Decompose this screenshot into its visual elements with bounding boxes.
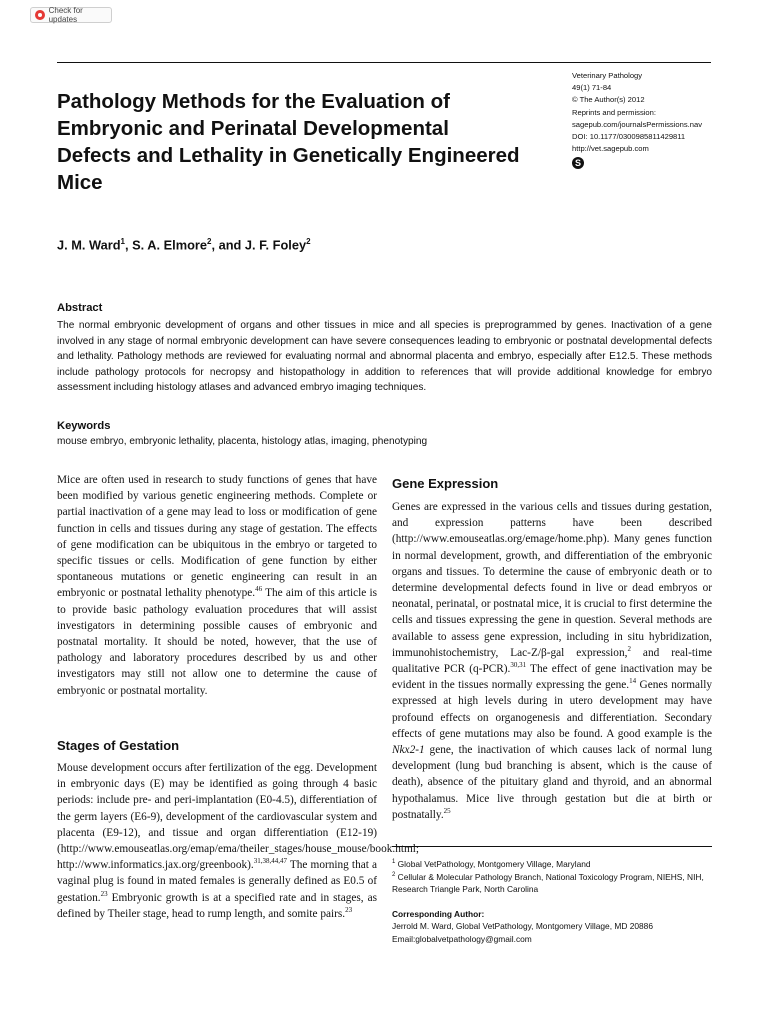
- header-rule: [57, 62, 711, 63]
- check-for-updates-badge[interactable]: [30, 7, 112, 23]
- corresponding-author-block: [392, 908, 712, 945]
- sage-logo-icon: S: [572, 157, 584, 169]
- keywords-heading: Keywords: [57, 420, 111, 432]
- corresponding-author-email[interactable]: Email:globalvetpathology@gmail.com: [392, 933, 532, 944]
- author-list: [57, 237, 311, 252]
- stages-text-2: The morning that a vaginal plug is found in mated females is generally defined as E0.5 of gestation.: [57, 859, 377, 904]
- intro-paragraph: [57, 472, 377, 699]
- author-separator: ,: [124, 237, 133, 253]
- journal-reprints: Reprints and permission:: [572, 107, 656, 117]
- citation-ref: 23: [345, 906, 353, 915]
- article-title: Pathology Methods for the Evaluation of Embryonic and Perinatal Developmental Defects and Lethality in Genetically Engineered Mice: [57, 90, 520, 194]
- gene-text-4: Genes normally expressed at high levels during in utero development may have profound effects on organogenesis and differentiation. Secondary effects of gene mutations may also be found. A good example is the: [392, 679, 712, 740]
- intro-text-2: The aim of this article is to provide basic pathology evaluation procedures that will assist investigators in determining possible causes of embryonic and postnatal mortality. It should be noted, however, that the use of pathology and laboratory procedures described by us and other investigators may still not allow one to determine the cause of embryonic or postnatal mortality.: [57, 587, 378, 697]
- journal-copyright: © The Author(s) 2012: [572, 95, 645, 105]
- affiliation-footnote-2: [392, 869, 712, 896]
- corresponding-author-heading: Corresponding Author:: [392, 909, 485, 919]
- citation-ref: 46: [255, 585, 263, 594]
- gene-text-2: and real-time qualitative PCR (q-PCR).: [392, 646, 712, 676]
- journal-issue: 49(1) 71-84: [572, 83, 612, 93]
- footnote-rule: [392, 846, 712, 847]
- corresponding-author-address: Jerrold M. Ward, Global VetPathology, Montgomery Village, MD 20886: [392, 921, 653, 932]
- gene-expression-heading: Gene Expression: [392, 476, 499, 491]
- gene-text-1: Genes are expressed in the various cells and tissues during gestation, and expression patterns have been described (http://www.emouseatlas.org/emage/home.php). Many genes function in normal development, growth, and differentiation of the embryonic organs and tissues. To determine the cause of embryonic death or to determine developmental defects found in live or dead embryos or neonatal, perinatal, or postnatal mice, it is crucial to first determine the cells and tissues expressing the gene in question. Several methods are available to assess gene expression, including in situ hybridization, immunohistochemistry, Lac-Z/β-gal expression,: [392, 501, 712, 659]
- check-updates-icon: [35, 10, 45, 20]
- citation-ref: 25: [443, 807, 451, 816]
- author-separator: , and: [211, 237, 245, 253]
- author-affiliation-mark: 2: [207, 237, 212, 246]
- author-affiliation-mark: 1: [120, 237, 125, 246]
- citation-ref: 30,31: [510, 661, 527, 670]
- gene-name: Nkx2-1: [392, 744, 425, 757]
- citation-ref: 31,38,44,47: [253, 857, 287, 866]
- stages-paragraph: [57, 760, 420, 922]
- author-name: S. A. Elmore: [132, 237, 208, 253]
- affiliation-text: Global VetPathology, Montgomery Village, Maryland: [397, 858, 591, 869]
- author-affiliation-mark: 2: [306, 237, 311, 246]
- keywords-text: mouse embryo, embryonic lethality, placenta, histology atlas, imaging, phenotyping: [57, 436, 428, 447]
- journal-name: Veterinary Pathology: [572, 71, 643, 80]
- permissions-link[interactable]: sagepub.com/journalsPermissions.nav: [572, 119, 703, 129]
- gene-expression-paragraph: [392, 499, 712, 823]
- affiliation-number: 2: [392, 872, 396, 878]
- stages-text-3: Embryonic growth is at a specified rate and in stages, as defined by Theiler stage, head to rump length, and somite pairs.: [57, 891, 377, 920]
- intro-text-1: Mice are often used in research to study functions of genes that have been modified by various genetic engineering methods. Complete or partial inactivation of a gene may lead to loss or modification of gene function in cells and tissues during any stage of gestation. The effects of gene modification can be ubiquitous in the embryo or targeted to specific tissues or cells. Modification of gene function by either spontaneous mutations or genetic engineering can result in an embryonic or postnatal lethality phenotype.: [57, 474, 377, 600]
- affiliation-number: 1: [392, 859, 396, 865]
- gene-text-5: gene, the inactivation of which causes lack of normal lung development (lung bud branching is absent, which is the cause of death), absence of the pituitary gland and thyroid, and an abnormal hypothalamus. Mice live through gestation but die at birth or postnatally.: [392, 744, 712, 821]
- citation-ref: 2: [627, 645, 631, 654]
- abstract-text: The normal embryonic development of organs and other tissues in mice and all species is preprogrammed by genes. Inactivation of a gene involved in any stage of normal embryonic development can have severe consequences leading to embryonic or postnatal developmental defects and lethality. Pathology methods are reviewed for evaluating normal and abnormal placenta and embryo, especially after E12.5. These methods include pathology protocols for necropsy and histopathology in addition to references that will provide additional knowledge for embryo assessment including histology atlases and advanced embryo imaging techniques.: [57, 320, 712, 394]
- stages-text-1: Mouse development occurs after fertilization of the egg. Development in embryonic days (E) may be identified as going through 4 basic periods: include pre- and peri-implantation (E0-4.5), differentiation of the germ layers (E6-9), development of the cardiovascular system and placenta (E9-12), and tissue and organ differentiation (E12-19) (http://www.emouseatlas.org/emap/ema/theiler_stages/house_mouse/book.html; http://www.informatics.jax.org/greenbook).: [57, 762, 420, 872]
- journal-site-link[interactable]: http://vet.sagepub.com: [572, 144, 649, 154]
- citation-ref: 23: [100, 889, 108, 898]
- affiliation-text: Cellular & Molecular Pathology Branch, National Toxicology Program, NIEHS, NIH, Research Triangle Park, North Carolina: [392, 871, 704, 895]
- journal-info: [572, 70, 702, 169]
- abstract-heading: Abstract: [57, 302, 103, 314]
- author-name: J. F. Foley: [244, 237, 307, 253]
- author-name: J. M. Ward: [57, 237, 121, 253]
- citation-ref: 14: [629, 677, 637, 686]
- stages-heading: Stages of Gestation: [57, 738, 180, 753]
- gene-text-3: The effect of gene inactivation may be evident in the tissues normally expressing the gene.: [392, 663, 713, 692]
- check-for-updates-label: Check for updates: [48, 6, 83, 24]
- journal-doi[interactable]: DOI: 10.1177/0300985811429811: [572, 132, 686, 142]
